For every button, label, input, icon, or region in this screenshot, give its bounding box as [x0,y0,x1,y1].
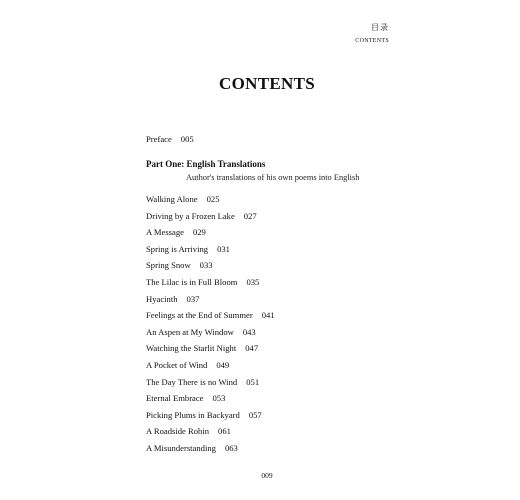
toc-entry [146,260,213,270]
section-title: Part One: English Translations [146,159,266,169]
toc-entry [146,211,257,221]
toc-entry-page: 005 [180,134,194,144]
toc-entry-page: 037 [186,293,200,304]
toc-entry-title: The Day There is no Wind [146,376,238,387]
toc-entry [146,327,256,337]
toc-entry [146,343,258,353]
toc-entry-page: 033 [199,260,213,271]
toc-entry-page: 053 [212,393,226,404]
toc-entry-page: 061 [218,426,231,437]
toc-entry-title: A Message [146,227,184,238]
toc-entry-title: Eternal Embrace [146,393,204,404]
toc-entry-page: 063 [224,443,238,453]
toc-entry [146,294,199,304]
toc-entry [146,277,259,287]
toc-entry [146,360,229,370]
toc-entry-title: Picking Plums in Backyard [146,409,240,420]
toc-entry [146,393,225,403]
toc-entry-title: Spring is Arriving [146,243,209,254]
toc-entry-title: A Pocket of Wind [146,360,208,370]
toc-entry [146,194,219,204]
toc-entry-title: A Misunderstanding [146,443,216,453]
toc-entry-page: 025 [206,194,220,204]
toc-entry [146,426,231,436]
toc-entry-page: 031 [217,243,230,254]
toc-entry [146,310,275,320]
toc-entry-page: 043 [242,326,256,337]
toc-entry-page: 029 [192,227,206,238]
running-head-english: CONTENTS [355,38,389,44]
section-subtitle: Author's translations of his own poems into English [186,173,360,182]
toc-entry-page: 027 [243,210,257,221]
page-number: 009 [261,471,273,480]
running-head-chinese: 目录 [371,23,389,32]
toc-entry-title: The Lilac is in Full Bloom [146,277,238,287]
toc-entry-title: An Aspen at My Window [146,326,234,337]
toc-entry-page: 035 [246,277,260,287]
toc-entry-page: 049 [216,360,230,370]
toc-entry-page: 057 [248,409,262,420]
toc-entry-title: Watching the Starlit Night [146,343,237,354]
toc-entry-page: 047 [245,343,259,354]
page-title: CONTENTS [219,74,315,93]
toc-entry [146,410,262,420]
toc-entry-page: 051 [246,376,260,387]
toc-entry [146,377,259,387]
toc-entry-title: Spring Snow [146,260,191,271]
toc-entry-title: Walking Alone [146,194,198,204]
toc-entry-title: Preface [146,134,172,144]
toc-entry [146,244,230,254]
toc-entry-page: 041 [261,310,275,321]
toc-entry-title: Driving by a Frozen Lake [146,210,235,221]
toc-entry-preface [146,134,194,144]
toc-entry-title: Hyacinth [146,293,178,304]
toc-entry [146,443,238,453]
toc-entry-title: A Roadside Robin [146,426,210,437]
running-head [355,23,389,46]
toc-entry [146,227,206,237]
toc-entry-title: Feelings at the End of Summer [146,310,253,321]
